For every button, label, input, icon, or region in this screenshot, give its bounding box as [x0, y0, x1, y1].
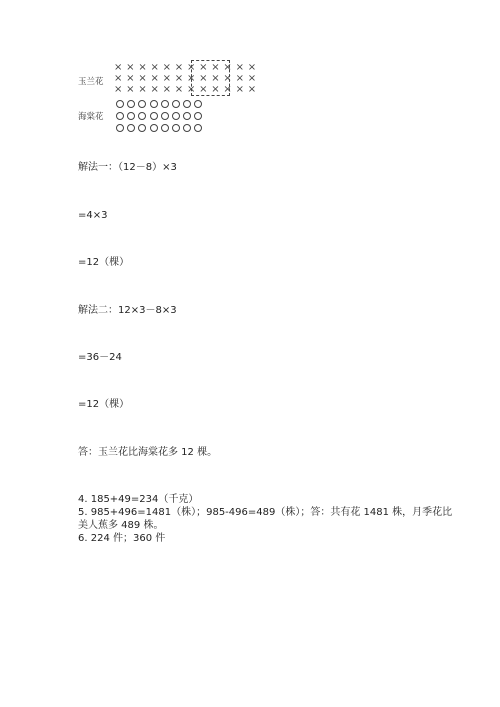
cross-row-2: × × × × × × × × × × × ×: [114, 73, 257, 84]
cross-row-3: × × × × × × × × × × × ×: [114, 84, 257, 95]
circle-mark: [172, 124, 180, 132]
circle-mark: [150, 124, 158, 132]
extra-group-dashed-box: [191, 60, 230, 96]
circle-mark: [138, 124, 146, 132]
method2-result: =12（棵）: [78, 399, 130, 410]
circle-mark: [183, 112, 191, 120]
circle-mark: [138, 112, 146, 120]
method1-expression: 解法一：（12－8）×3: [78, 162, 177, 173]
circle-mark: [116, 112, 124, 120]
method1-result: =12（棵）: [78, 257, 130, 268]
circle-mark: [138, 100, 146, 108]
method2-expression: 解法二：12×3－8×3: [78, 305, 177, 316]
circle-mark: [161, 100, 169, 108]
circle-mark: [183, 124, 191, 132]
answer-q5-line1: 5. 985+496=1481（株）；985-496=489（株）；答：共有花 1481 株，月季花比: [78, 507, 453, 518]
flower-comparison-figure: [78, 60, 257, 135]
circle-mark: [116, 100, 124, 108]
answer-q6: 6. 224 件；360 件: [78, 533, 166, 544]
circle-mark: [150, 100, 158, 108]
circle-row-3: [116, 124, 202, 132]
circle-mark: [161, 112, 169, 120]
circle-mark: [127, 124, 135, 132]
circle-mark: [127, 100, 135, 108]
cross-row-1: × × × × × × × × × × × ×: [114, 62, 257, 73]
method1-step1: =4×3: [78, 210, 108, 221]
row-label-magnolia: 玉兰花: [78, 77, 104, 87]
circle-mark: [172, 100, 180, 108]
circle-mark: [172, 112, 180, 120]
circle-row-2: [116, 112, 202, 120]
row-label-crabapple: 海棠花: [78, 112, 104, 122]
circle-mark: [194, 100, 202, 108]
method2-step1: =36－24: [78, 352, 122, 363]
answer-sentence: 答：玉兰花比海棠花多 12 棵。: [78, 447, 218, 458]
circle-mark: [127, 112, 135, 120]
circle-mark: [183, 100, 191, 108]
circle-mark: [194, 124, 202, 132]
answer-q4: 4. 185+49=234（千克）: [78, 494, 199, 505]
circle-row-1: [116, 100, 202, 108]
answer-q5-line2: 美人蕉多 489 株。: [78, 520, 164, 531]
circle-mark: [150, 112, 158, 120]
circle-mark: [116, 124, 124, 132]
circle-mark: [194, 112, 202, 120]
circle-mark: [161, 124, 169, 132]
